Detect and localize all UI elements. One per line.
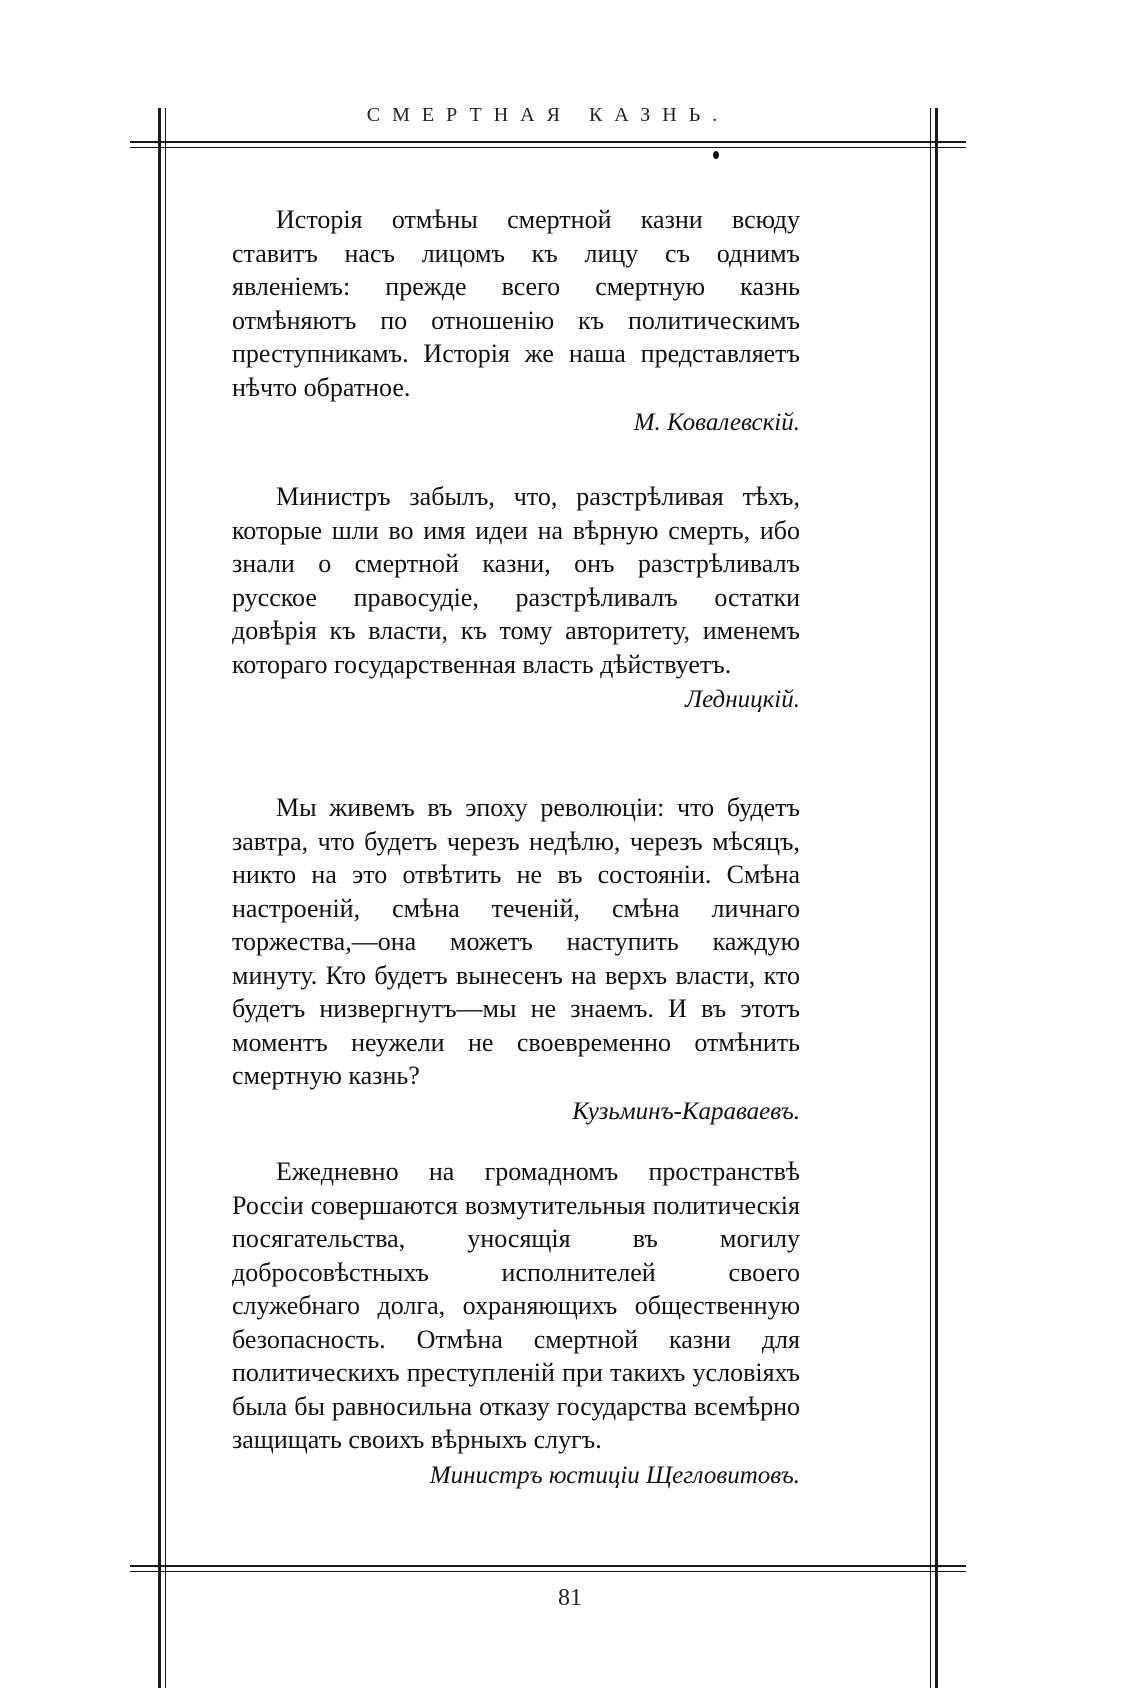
quote-text: Исторія отмѣны смертной казни всюду ставитъ насъ лицомъ къ лицу съ однимъ явленіемъ: прежде всего смертную казнь отмѣняютъ по отношенію къ политическимъ преступникамъ. Исторія же наша представляетъ нѣчто обратное. bbox=[232, 205, 800, 402]
frame-left-inner-rule bbox=[165, 108, 166, 1688]
quote-block-3 bbox=[232, 791, 800, 1128]
quote-text: Мы живемъ въ эпоху революціи: что будетъ завтра, что будетъ черезъ недѣлю, черезъ мѣсяцъ, никто на это отвѣтить не въ состояніи. Смѣна настроеній, смѣна теченій, смѣна личнаго торжества,—она можетъ наступить каждую минуту. Кто будетъ вынесенъ на верхъ власти, кто будетъ низвергнутъ—мы не знаемъ. И въ этотъ моментъ неужели не своевременно отмѣнить смертную казнь? bbox=[232, 793, 800, 1090]
quote-block-2 bbox=[232, 480, 800, 716]
frame-right-outer-rule bbox=[935, 108, 938, 1688]
frame-bottom-rule-2 bbox=[130, 1571, 966, 1572]
frame-top-rule-1 bbox=[130, 141, 966, 143]
quote-text: Министръ забылъ, что, разстрѣливая тѣхъ, которые шли во имя идеи на вѣрную смерть, ибо знали о смертной казни, онъ разстрѣливалъ русское правосудіе, разстрѣливалъ остатки довѣрія къ власти, къ тому авторитету, именемъ котораго государственная власть дѣйствуетъ. bbox=[232, 482, 800, 679]
quote-author: М. Ковалевскій. bbox=[633, 409, 800, 436]
frame-right-inner-rule bbox=[930, 108, 931, 1688]
ornament-dot bbox=[713, 151, 719, 159]
running-head: СМЕРТНАЯ КАЗНЬ. bbox=[366, 104, 730, 126]
quote-author: Ледницкій. bbox=[685, 686, 800, 713]
quote-author: Министръ юстиціи Щегловитовъ. bbox=[429, 1461, 800, 1489]
quote-author: Кузьминъ-Караваевъ. bbox=[572, 1097, 800, 1125]
page-number: 81 bbox=[558, 1585, 582, 1611]
quote-block-1 bbox=[232, 203, 800, 439]
frame-left-outer-rule bbox=[158, 108, 161, 1688]
quote-block-4 bbox=[232, 1155, 800, 1492]
quote-text: Ежедневно на громадномъ пространствѣ Россіи совершаются возмутительныя политическія посягательства, уносящія въ могилу добросовѣстныхъ исполнителей своего служебнаго долга, охраняющихъ общественную безопасность. Отмѣна смертной казни для политическихъ преступленій при такихъ условіяхъ была бы равносильна отказу государства всемѣрно защищать своихъ вѣрныхъ слугъ. bbox=[232, 1157, 800, 1454]
frame-top-rule-2 bbox=[130, 147, 966, 148]
frame-bottom-rule-1 bbox=[130, 1565, 966, 1567]
